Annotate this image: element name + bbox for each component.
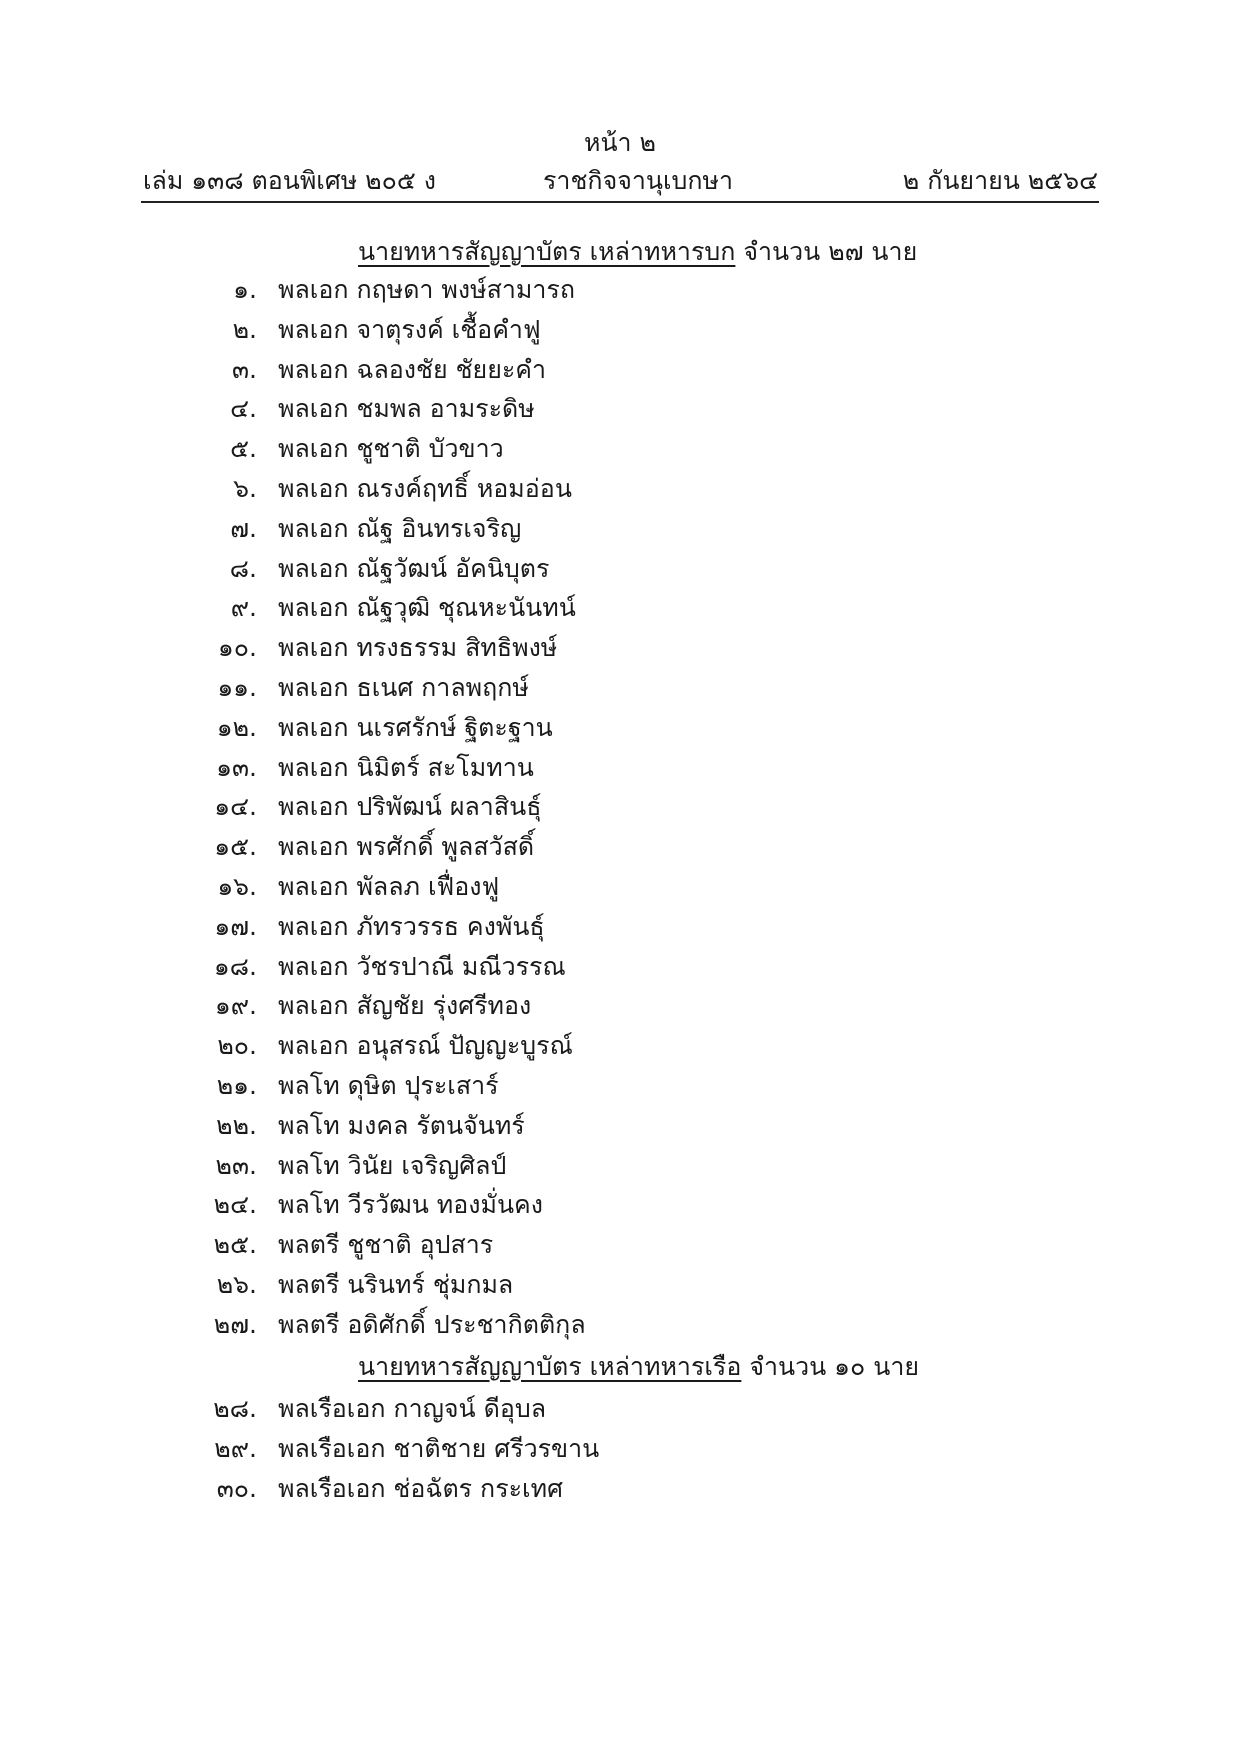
officer-name: พลเอก นิมิตร์ สะโมทาน	[278, 752, 534, 782]
list-item	[200, 708, 900, 748]
officer-name: พลเอก พัลลภ เฟื่องฟู	[278, 872, 500, 901]
list-item	[200, 986, 900, 1026]
section-heading-count: จำนวน ๑๐ นาย	[749, 1352, 920, 1381]
gazette-title: ราชกิจจานุเบกษา	[543, 166, 734, 195]
officer-name: พลเอก ณัฐ อินทรเจริญ	[278, 513, 522, 543]
list-item	[200, 1305, 900, 1345]
item-number: ๑๔.	[214, 792, 257, 822]
item-number: ๒๗.	[213, 1309, 257, 1339]
list-item	[200, 1146, 900, 1186]
item-number: ๗.	[230, 513, 257, 543]
item-number: ๒๓.	[215, 1150, 257, 1180]
officer-name: พลโท มงคล รัตนจันทร์	[278, 1110, 525, 1140]
list-item	[200, 827, 900, 867]
officer-name: พลเรือเอก กาญจน์ ดีอุบล	[278, 1394, 547, 1423]
item-number: ๒๕.	[213, 1230, 257, 1260]
list-item	[200, 310, 900, 350]
section-heading-count: จำนวน ๒๗ นาย	[743, 237, 918, 266]
list-item	[200, 549, 900, 589]
officer-name: พลตรี ชูชาติ อุปสาร	[278, 1230, 494, 1260]
item-number: ๑.	[233, 275, 257, 304]
item-number: ๓.	[231, 354, 257, 384]
list-item	[200, 1066, 900, 1106]
item-number: ๔.	[230, 394, 257, 424]
gazette-header	[143, 164, 1098, 198]
list-item	[200, 1106, 900, 1146]
officer-name: พลโท วินัย เจริญศิลป์	[278, 1150, 507, 1180]
item-number: ๘.	[229, 553, 257, 583]
list-item	[200, 270, 900, 310]
item-number: ๑๙.	[214, 991, 257, 1021]
officer-name: พลเรือเอก ชาติชาย ศรีวรขาน	[278, 1433, 600, 1463]
list-item	[200, 1185, 900, 1225]
officer-name: พลเอก อนุสรณ์ ปัญญะบูรณ์	[278, 1031, 573, 1061]
item-number: ๒๒.	[216, 1110, 257, 1140]
item-number: ๑๕.	[214, 832, 257, 862]
list-item	[200, 748, 900, 788]
item-number: ๒.	[232, 314, 257, 344]
list-item	[200, 907, 900, 947]
officer-name: พลโท ดุษิต ปุระเสาร์	[278, 1071, 499, 1100]
list-item	[200, 350, 900, 390]
item-number: ๙.	[230, 593, 257, 623]
officer-name: พลเอก ธเนศ กาลพฤกษ์	[278, 673, 529, 702]
officer-name: พลเอก ณัฐวัฒน์ อัคนิบุตร	[278, 553, 550, 583]
list-item	[200, 1225, 900, 1265]
item-number: ๒๘.	[213, 1394, 257, 1423]
officer-name: พลเอก ทรงธรรม สิทธิพงษ์	[278, 633, 558, 663]
list-item	[200, 668, 900, 708]
volume-issue: เล่ม ๑๓๘ ตอนพิเศษ ๒๐๕ ง	[143, 166, 436, 195]
officer-name: พลเอก นเรศรักษ์ ฐิตะฐาน	[278, 712, 553, 742]
list-item	[200, 787, 900, 827]
officer-name: พลเอก วัชรปาณี มณีวรรณ	[278, 951, 566, 981]
officer-name: พลเรือเอก ช่อฉัตร กระเทศ	[278, 1473, 563, 1503]
item-number: ๑๐.	[217, 633, 257, 663]
officer-name: พลเอก ณัฐวุฒิ ชุณหะนันทน์	[278, 593, 576, 623]
officer-name: พลเอก ฉลองชัย ชัยยะคำ	[278, 354, 547, 384]
list-item	[200, 1026, 900, 1066]
list-item	[200, 588, 900, 628]
officer-name: พลเอก พรศักดิ์ พูลสวัสดิ์	[278, 832, 535, 862]
officer-name: พลเอก ณรงค์ฤทธิ์ หอมอ่อน	[278, 474, 572, 503]
item-number: ๑๘.	[213, 951, 257, 981]
officer-name: พลเอก ชมพล อามระดิษ	[278, 394, 535, 424]
list-item	[200, 389, 900, 429]
section-heading-army	[358, 235, 917, 269]
officer-name: พลโท วีรวัฒน ทองมั่นคง	[278, 1190, 543, 1220]
list-item	[200, 469, 900, 509]
item-number: ๑๗.	[214, 911, 257, 941]
officer-name: พลตรี นรินทร์ ชุ่มกมล	[278, 1270, 514, 1299]
item-number: ๒๖.	[216, 1270, 257, 1299]
list-item	[200, 628, 900, 668]
publication-date: ๒ กันยายน ๒๕๖๔	[902, 166, 1098, 195]
item-number: ๕.	[230, 434, 257, 464]
list-item	[200, 947, 900, 987]
item-number: ๒๙.	[214, 1433, 257, 1463]
officer-name: พลเอก จาตุรงค์ เชื้อคำฟู	[278, 314, 541, 344]
list-item	[200, 1389, 900, 1429]
item-number: ๓๐.	[216, 1473, 257, 1503]
list-item	[200, 1469, 900, 1509]
header-rule	[141, 201, 1099, 203]
list-item	[200, 1429, 900, 1469]
item-number: ๑๓.	[216, 752, 257, 782]
page-number: หน้า ๒	[583, 128, 657, 157]
officer-name: พลเอก ภัทรวรรธ คงพันธุ์	[278, 911, 545, 941]
section-heading-title: นายทหารสัญญาบัตร เหล่าทหารเรือ	[358, 1352, 742, 1381]
list-item	[200, 1265, 900, 1305]
item-number: ๑๖.	[217, 872, 257, 901]
item-number: ๒๑.	[216, 1071, 257, 1100]
item-number: ๒๐.	[217, 1031, 257, 1061]
officer-name: พลเอก ปริพัฒน์ ผลาสินธุ์	[278, 792, 542, 822]
list-item	[200, 429, 900, 469]
officer-name: พลเอก สัญชัย รุ่งศรีทอง	[278, 991, 532, 1021]
item-number: ๑๒.	[216, 712, 257, 742]
list-item	[200, 509, 900, 549]
officer-name: พลตรี อดิศักดิ์ ประชากิตติกุล	[278, 1309, 586, 1339]
section-heading-navy	[358, 1350, 919, 1384]
section-heading-title: นายทหารสัญญาบัตร เหล่าทหารบก	[358, 237, 736, 266]
item-number: ๑๑.	[217, 673, 257, 702]
list-item	[200, 867, 900, 907]
officer-name: พลเอก ชูชาติ บัวขาว	[278, 434, 504, 464]
officer-name: พลเอก กฤษดา พงษ์สามารถ	[278, 275, 575, 304]
item-number: ๖.	[233, 474, 257, 503]
item-number: ๒๔.	[213, 1190, 257, 1220]
